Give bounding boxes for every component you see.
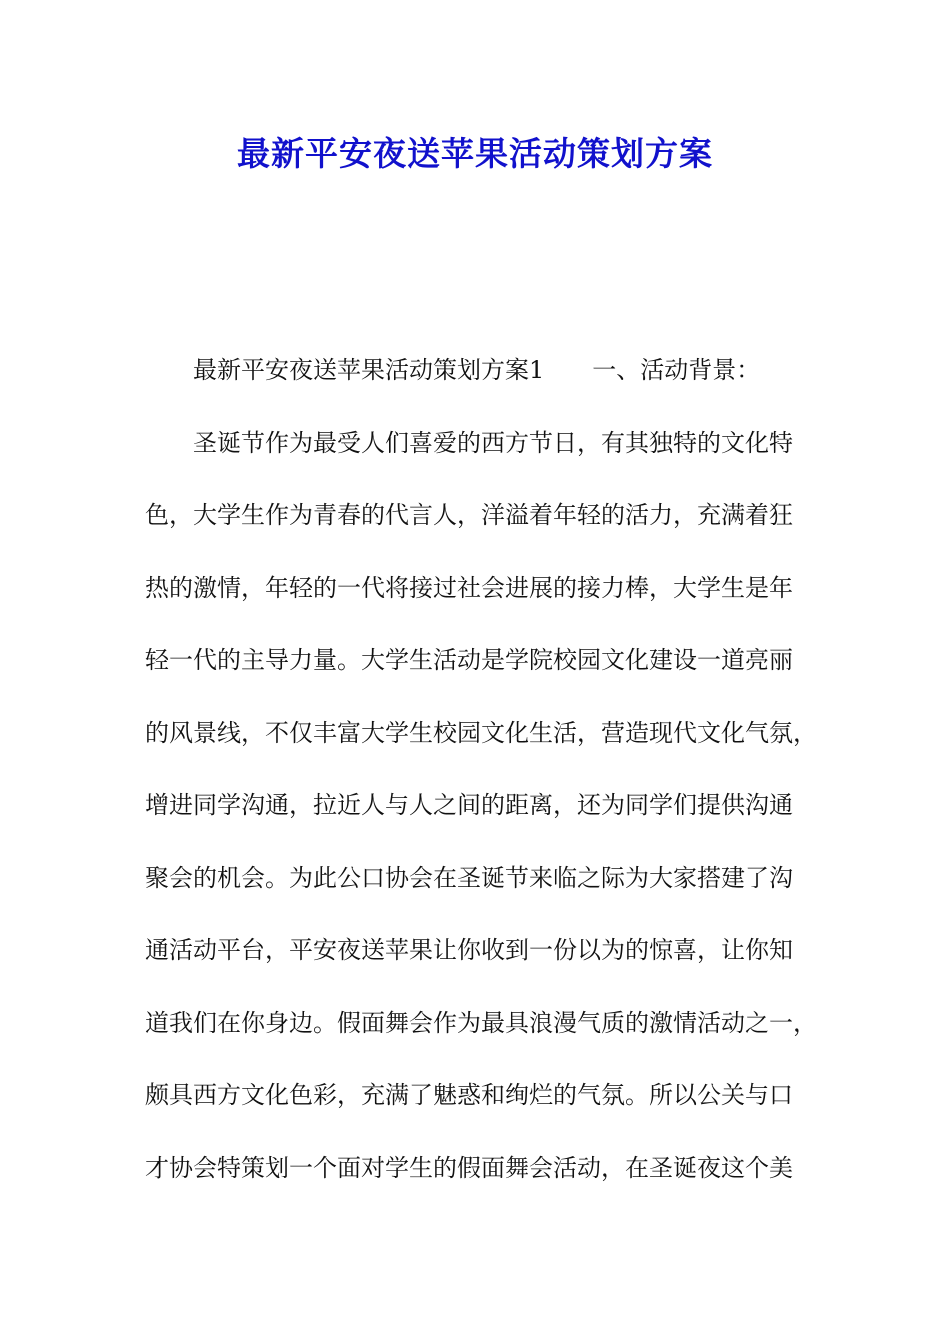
paragraph-line: 圣诞节作为最受人们喜爱的西方节日，有其独特的文化特: [193, 428, 793, 457]
paragraph-line: 聚会的机会。为此公口协会在圣诞节来临之际为大家搭建了沟: [145, 863, 793, 892]
paragraph-line: 颇具西方文化色彩，充满了魅惑和绚烂的气氛。所以公关与口: [145, 1081, 793, 1109]
paragraph-line: 热的激情，年轻的一代将接过社会进展的接力棒，大学生是年: [145, 573, 793, 602]
section-heading: 一、活动背景：: [592, 356, 761, 384]
paragraph-line: 才协会特策划一个面对学生的假面舞会活动，在圣诞夜这个美: [145, 1153, 793, 1182]
paragraph-line: 增进同学沟通，拉近人与人之间的距离，还为同学们提供沟通: [145, 791, 793, 819]
paragraph-line: 轻一代的主导力量。大学生活动是学院校园文化建设一道亮丽: [145, 646, 793, 674]
document-body: [145, 334, 835, 1204]
paragraph-line: 通活动平台，平安夜送苹果让你收到一份以为的惊喜，让你知: [145, 936, 793, 964]
page-title: 最新平安夜送苹果活动策划方案: [237, 134, 713, 173]
paragraph-line: 的风景线，不仅丰富大学生校园文化生活，营造现代文化气氛，: [145, 718, 817, 747]
paragraph-line: 道我们在你身边。假面舞会作为最具浪漫气质的激情活动之一，: [145, 1008, 817, 1037]
document-reference: 最新平安夜送苹果活动策划方案1: [193, 356, 545, 384]
section-heading-line: [145, 334, 835, 407]
paragraph-line: 色，大学生作为青春的代言人，洋溢着年轻的活力，充满着狂: [145, 501, 793, 529]
